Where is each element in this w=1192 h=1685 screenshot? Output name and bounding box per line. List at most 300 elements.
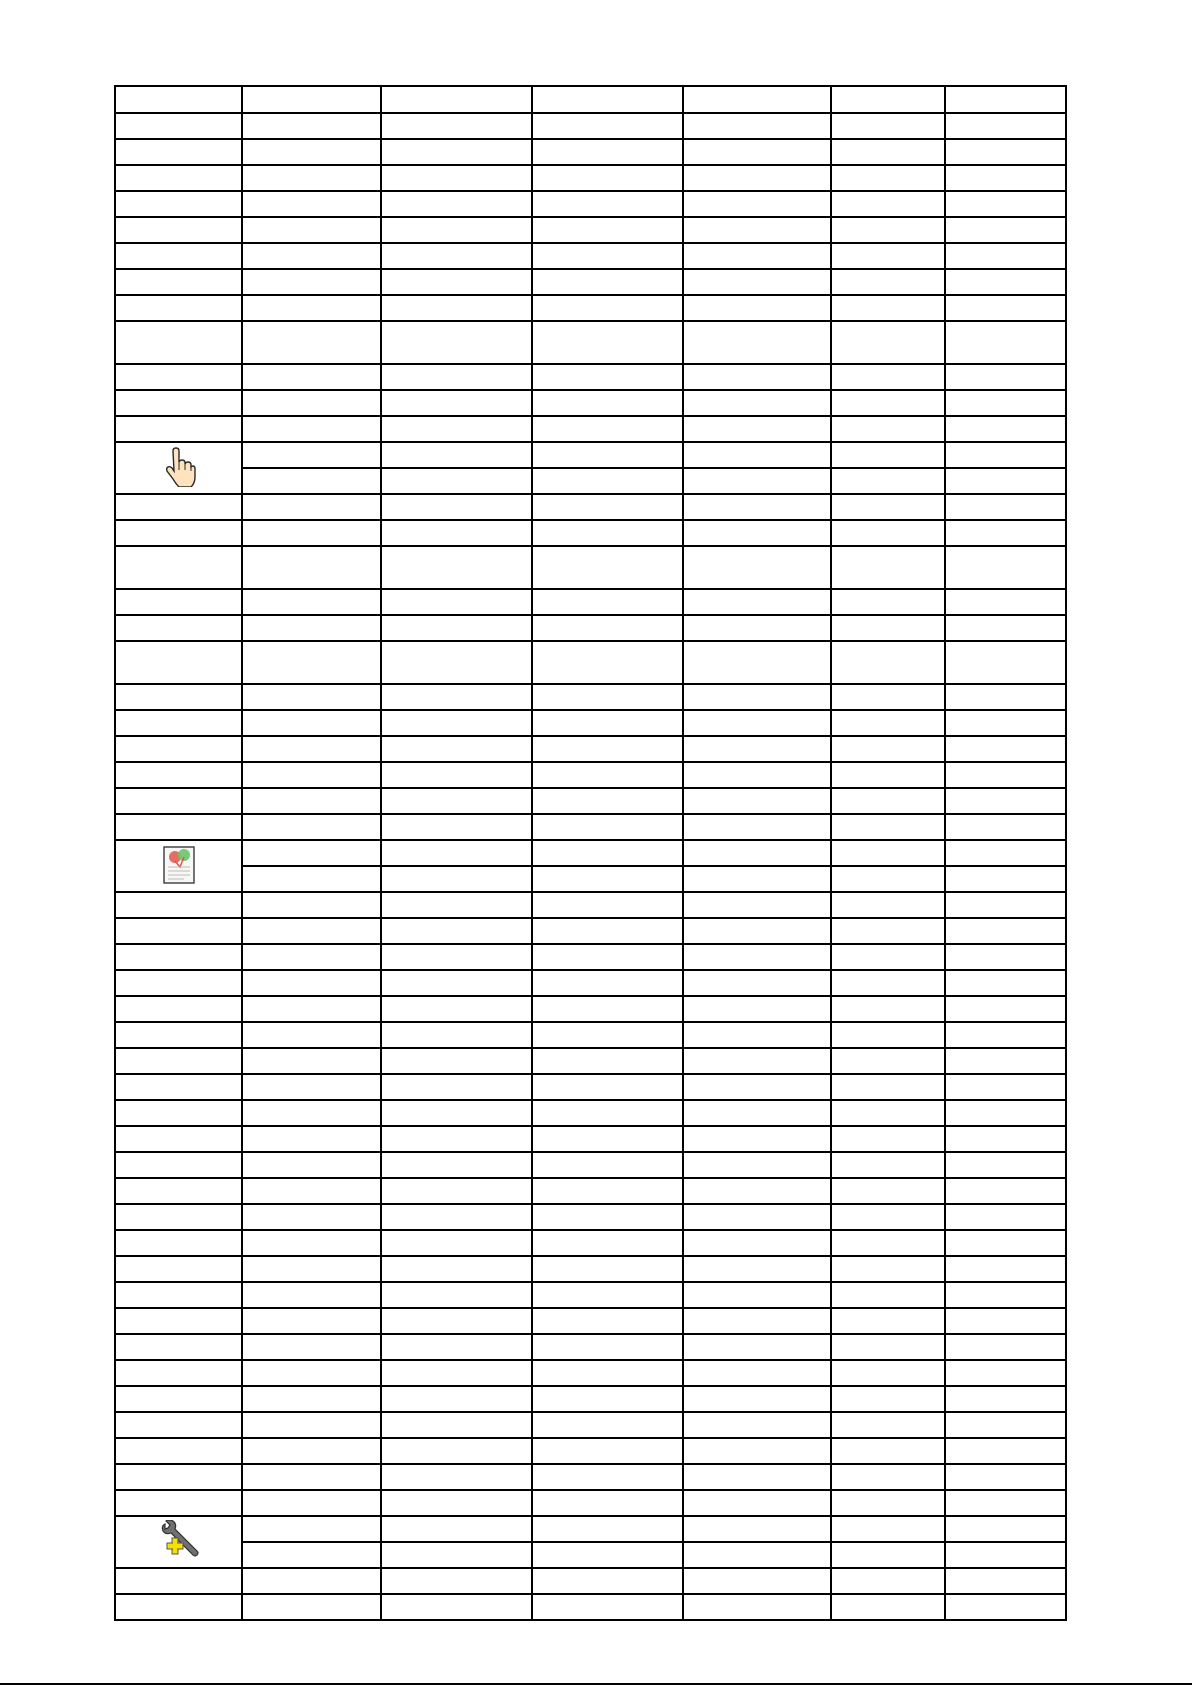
table-cell bbox=[242, 1282, 381, 1308]
table-row bbox=[115, 468, 1066, 494]
table-cell bbox=[532, 814, 683, 840]
table-cell bbox=[683, 217, 831, 243]
table-cell bbox=[945, 1256, 1066, 1282]
table-cell bbox=[683, 1412, 831, 1438]
table-row bbox=[115, 416, 1066, 442]
table-cell bbox=[115, 996, 242, 1022]
table-cell bbox=[115, 390, 242, 416]
table-cell bbox=[242, 364, 381, 390]
table-cell bbox=[115, 191, 242, 217]
table-cell bbox=[532, 1568, 683, 1594]
table-cell bbox=[381, 416, 532, 442]
table-cell bbox=[683, 1178, 831, 1204]
table-cell bbox=[532, 243, 683, 269]
table-cell bbox=[945, 1308, 1066, 1334]
table-cell bbox=[115, 217, 242, 243]
table-cell bbox=[532, 86, 683, 113]
table-cell bbox=[945, 520, 1066, 546]
table-cell bbox=[831, 1048, 945, 1074]
table-cell bbox=[115, 1360, 242, 1386]
table-cell bbox=[683, 1022, 831, 1048]
table-cell bbox=[242, 1386, 381, 1412]
table-cell bbox=[831, 217, 945, 243]
table-cell bbox=[831, 1152, 945, 1178]
table-cell bbox=[242, 520, 381, 546]
table-cell bbox=[683, 1100, 831, 1126]
table-cell bbox=[831, 1464, 945, 1490]
table-cell bbox=[381, 494, 532, 520]
table-cell bbox=[115, 139, 242, 165]
table-cell bbox=[831, 1230, 945, 1256]
table-row bbox=[115, 1464, 1066, 1490]
table-cell bbox=[683, 269, 831, 295]
table-cell bbox=[831, 269, 945, 295]
table-cell bbox=[242, 269, 381, 295]
table-cell bbox=[532, 1490, 683, 1516]
table-cell bbox=[683, 468, 831, 494]
table-cell bbox=[115, 615, 242, 641]
table-row bbox=[115, 1048, 1066, 1074]
table-cell bbox=[242, 191, 381, 217]
table-cell bbox=[242, 970, 381, 996]
table-cell bbox=[831, 494, 945, 520]
table-cell bbox=[532, 1204, 683, 1230]
table-row bbox=[115, 684, 1066, 710]
table-row bbox=[115, 494, 1066, 520]
table-cell bbox=[683, 1386, 831, 1412]
table-row bbox=[115, 113, 1066, 139]
table-cell bbox=[115, 295, 242, 321]
table-cell bbox=[242, 113, 381, 139]
table-cell bbox=[945, 892, 1066, 918]
table-cell bbox=[242, 788, 381, 814]
table-cell bbox=[532, 840, 683, 866]
table-cell bbox=[115, 321, 242, 364]
table-cell bbox=[831, 1594, 945, 1620]
table-cell bbox=[831, 1360, 945, 1386]
table-cell bbox=[945, 321, 1066, 364]
table-row bbox=[115, 918, 1066, 944]
table-cell bbox=[381, 295, 532, 321]
table-cell bbox=[683, 840, 831, 866]
table-cell bbox=[683, 416, 831, 442]
table-cell bbox=[683, 546, 831, 589]
table-cell bbox=[115, 892, 242, 918]
table-cell bbox=[381, 165, 532, 191]
table-cell bbox=[831, 615, 945, 641]
table-cell bbox=[831, 814, 945, 840]
table-cell bbox=[683, 814, 831, 840]
table-cell bbox=[242, 1048, 381, 1074]
table-row bbox=[115, 892, 1066, 918]
table-cell bbox=[831, 468, 945, 494]
table-row bbox=[115, 546, 1066, 589]
table-cell bbox=[242, 442, 381, 468]
table-cell bbox=[115, 1594, 242, 1620]
table-cell bbox=[945, 442, 1066, 468]
table-row bbox=[115, 364, 1066, 390]
table-cell bbox=[532, 1100, 683, 1126]
table-cell bbox=[831, 1568, 945, 1594]
table-cell bbox=[381, 1438, 532, 1464]
table-cell bbox=[683, 1074, 831, 1100]
table-row bbox=[115, 1516, 1066, 1542]
table-cell bbox=[381, 710, 532, 736]
table-cell bbox=[115, 1464, 242, 1490]
table-row bbox=[115, 442, 1066, 468]
table-cell bbox=[532, 416, 683, 442]
table-cell bbox=[945, 944, 1066, 970]
table-cell bbox=[831, 736, 945, 762]
table-cell bbox=[242, 468, 381, 494]
table-cell bbox=[381, 1100, 532, 1126]
table-cell bbox=[242, 1256, 381, 1282]
table-cell bbox=[242, 1490, 381, 1516]
table-row bbox=[115, 1256, 1066, 1282]
table-row bbox=[115, 1438, 1066, 1464]
table-cell bbox=[242, 390, 381, 416]
table-cell bbox=[242, 1542, 381, 1568]
table-cell bbox=[683, 736, 831, 762]
table-cell bbox=[242, 589, 381, 615]
table-cell bbox=[532, 1022, 683, 1048]
table-cell bbox=[115, 1308, 242, 1334]
table-cell bbox=[381, 918, 532, 944]
table-cell bbox=[831, 1308, 945, 1334]
table-cell bbox=[831, 1542, 945, 1568]
table-cell bbox=[242, 1022, 381, 1048]
table-cell bbox=[242, 1568, 381, 1594]
wrench-plus-icon bbox=[157, 1520, 201, 1565]
table-cell bbox=[831, 918, 945, 944]
table-cell bbox=[242, 243, 381, 269]
table-row bbox=[115, 641, 1066, 684]
table-cell bbox=[945, 866, 1066, 892]
table-cell bbox=[242, 684, 381, 710]
table-cell bbox=[381, 139, 532, 165]
table-cell bbox=[683, 1594, 831, 1620]
table-cell bbox=[683, 1126, 831, 1152]
table-cell bbox=[381, 840, 532, 866]
table-cell bbox=[945, 1594, 1066, 1620]
table-cell bbox=[945, 1542, 1066, 1568]
table-cell bbox=[115, 1438, 242, 1464]
table-row bbox=[115, 243, 1066, 269]
table-cell bbox=[831, 970, 945, 996]
table-row bbox=[115, 1386, 1066, 1412]
table-cell bbox=[831, 1282, 945, 1308]
table-cell bbox=[831, 86, 945, 113]
table-cell bbox=[381, 970, 532, 996]
table-cell bbox=[532, 1126, 683, 1152]
table-cell bbox=[381, 1152, 532, 1178]
table-cell bbox=[532, 1334, 683, 1360]
table-cell bbox=[945, 165, 1066, 191]
table-cell bbox=[115, 86, 242, 113]
table-cell bbox=[381, 814, 532, 840]
table-cell bbox=[532, 1438, 683, 1464]
table-cell bbox=[945, 1386, 1066, 1412]
table-cell bbox=[831, 1178, 945, 1204]
table-cell bbox=[532, 788, 683, 814]
table-cell bbox=[532, 191, 683, 217]
table-cell bbox=[683, 1542, 831, 1568]
table-cell bbox=[683, 1282, 831, 1308]
table-cell bbox=[532, 641, 683, 684]
table-cell bbox=[532, 390, 683, 416]
table-cell bbox=[683, 892, 831, 918]
table-cell bbox=[683, 243, 831, 269]
table-row bbox=[115, 295, 1066, 321]
table-cell bbox=[831, 840, 945, 866]
table-cell bbox=[831, 520, 945, 546]
table-row bbox=[115, 615, 1066, 641]
table-cell bbox=[242, 1204, 381, 1230]
table-cell bbox=[115, 788, 242, 814]
table-row bbox=[115, 390, 1066, 416]
table-cell bbox=[115, 589, 242, 615]
table-cell bbox=[381, 1308, 532, 1334]
table-cell bbox=[115, 710, 242, 736]
table-cell bbox=[115, 1256, 242, 1282]
table-row bbox=[115, 520, 1066, 546]
table-cell bbox=[532, 321, 683, 364]
table-cell bbox=[945, 191, 1066, 217]
table-row bbox=[115, 736, 1066, 762]
table-cell bbox=[945, 295, 1066, 321]
table-cell bbox=[945, 1022, 1066, 1048]
table-cell bbox=[381, 736, 532, 762]
table-cell bbox=[242, 944, 381, 970]
table-cell bbox=[532, 1386, 683, 1412]
table-cell bbox=[381, 1282, 532, 1308]
table-cell bbox=[242, 1308, 381, 1334]
table-cell bbox=[683, 1334, 831, 1360]
table-cell bbox=[945, 970, 1066, 996]
table-cell bbox=[831, 191, 945, 217]
table-cell bbox=[532, 1308, 683, 1334]
table-cell bbox=[381, 892, 532, 918]
table-cell bbox=[115, 1100, 242, 1126]
table-cell bbox=[115, 1074, 242, 1100]
table-cell bbox=[115, 736, 242, 762]
table-cell bbox=[532, 139, 683, 165]
table-cell bbox=[683, 918, 831, 944]
table-cell bbox=[683, 1516, 831, 1542]
table-row bbox=[115, 944, 1066, 970]
table-cell bbox=[532, 1048, 683, 1074]
table-cell bbox=[532, 866, 683, 892]
table-cell bbox=[945, 1100, 1066, 1126]
table-cell bbox=[945, 1360, 1066, 1386]
table-cell bbox=[381, 321, 532, 364]
table-cell bbox=[831, 892, 945, 918]
table-cell bbox=[381, 364, 532, 390]
table-cell bbox=[831, 944, 945, 970]
table-cell bbox=[945, 1048, 1066, 1074]
table-cell bbox=[945, 1152, 1066, 1178]
table-cell bbox=[532, 494, 683, 520]
table-cell bbox=[115, 113, 242, 139]
table-cell bbox=[945, 86, 1066, 113]
table-row bbox=[115, 191, 1066, 217]
table-cell bbox=[381, 191, 532, 217]
table-cell bbox=[945, 1178, 1066, 1204]
table-cell bbox=[683, 866, 831, 892]
table-cell bbox=[242, 641, 381, 684]
table-cell bbox=[683, 139, 831, 165]
table-cell bbox=[381, 1594, 532, 1620]
table-cell bbox=[115, 1412, 242, 1438]
table-cell bbox=[831, 710, 945, 736]
table-cell bbox=[945, 762, 1066, 788]
table-cell bbox=[242, 494, 381, 520]
table-cell bbox=[115, 944, 242, 970]
table-cell bbox=[831, 442, 945, 468]
table-cell bbox=[683, 1438, 831, 1464]
table-cell bbox=[683, 1464, 831, 1490]
table-cell bbox=[945, 269, 1066, 295]
table-cell bbox=[242, 1360, 381, 1386]
table-row bbox=[115, 86, 1066, 113]
table-cell bbox=[242, 295, 381, 321]
table-cell bbox=[242, 1412, 381, 1438]
table-cell bbox=[381, 641, 532, 684]
table-row bbox=[115, 269, 1066, 295]
table-cell bbox=[532, 1594, 683, 1620]
table-row bbox=[115, 762, 1066, 788]
table-row bbox=[115, 866, 1066, 892]
table-cell bbox=[831, 243, 945, 269]
table-row bbox=[115, 1594, 1066, 1620]
table-cell bbox=[945, 1282, 1066, 1308]
table-cell bbox=[242, 1074, 381, 1100]
table-cell bbox=[242, 918, 381, 944]
table-cell bbox=[532, 918, 683, 944]
table-cell bbox=[381, 546, 532, 589]
table-cell bbox=[381, 1412, 532, 1438]
table-cell bbox=[381, 113, 532, 139]
table-cell bbox=[115, 1490, 242, 1516]
table-cell bbox=[242, 1152, 381, 1178]
table-cell bbox=[115, 1048, 242, 1074]
table-cell bbox=[831, 762, 945, 788]
table-cell bbox=[115, 1568, 242, 1594]
table-cell bbox=[831, 1256, 945, 1282]
table-cell bbox=[242, 321, 381, 364]
table-cell bbox=[532, 1464, 683, 1490]
table-cell bbox=[683, 295, 831, 321]
table-cell bbox=[945, 788, 1066, 814]
table-cell bbox=[532, 269, 683, 295]
table-cell bbox=[831, 684, 945, 710]
icon-cell bbox=[115, 1516, 242, 1568]
table-row bbox=[115, 1178, 1066, 1204]
table-cell bbox=[242, 762, 381, 788]
table-cell bbox=[242, 996, 381, 1022]
table-cell bbox=[381, 1048, 532, 1074]
table-cell bbox=[945, 918, 1066, 944]
table-cell bbox=[242, 86, 381, 113]
table-row bbox=[115, 788, 1066, 814]
table-cell bbox=[381, 1568, 532, 1594]
table-row bbox=[115, 710, 1066, 736]
table-cell bbox=[945, 139, 1066, 165]
table-cell bbox=[115, 165, 242, 191]
table-cell bbox=[945, 1126, 1066, 1152]
table-cell bbox=[683, 589, 831, 615]
table-cell bbox=[115, 494, 242, 520]
table-cell bbox=[242, 1178, 381, 1204]
table-cell bbox=[381, 684, 532, 710]
table-cell bbox=[532, 996, 683, 1022]
table-row bbox=[115, 1282, 1066, 1308]
table-cell bbox=[683, 996, 831, 1022]
table-row bbox=[115, 1542, 1066, 1568]
table-cell bbox=[115, 364, 242, 390]
table-row bbox=[115, 1230, 1066, 1256]
table-cell bbox=[115, 1126, 242, 1152]
table-cell bbox=[831, 1100, 945, 1126]
table-cell bbox=[532, 1542, 683, 1568]
table-cell bbox=[831, 321, 945, 364]
table-row bbox=[115, 1360, 1066, 1386]
table-cell bbox=[532, 589, 683, 615]
table-cell bbox=[532, 295, 683, 321]
table-cell bbox=[381, 788, 532, 814]
table-cell bbox=[683, 1308, 831, 1334]
grid-table bbox=[114, 85, 1067, 1621]
table-cell bbox=[831, 1386, 945, 1412]
table-cell bbox=[381, 390, 532, 416]
table-cell bbox=[683, 494, 831, 520]
table-row bbox=[115, 165, 1066, 191]
table-cell bbox=[115, 1230, 242, 1256]
table-cell bbox=[945, 1516, 1066, 1542]
table-cell bbox=[532, 1412, 683, 1438]
table-cell bbox=[945, 641, 1066, 684]
table-cell bbox=[381, 86, 532, 113]
table-cell bbox=[683, 788, 831, 814]
table-row bbox=[115, 589, 1066, 615]
table-cell bbox=[381, 615, 532, 641]
table-cell bbox=[831, 589, 945, 615]
grid-body bbox=[115, 86, 1066, 1620]
table-cell bbox=[945, 243, 1066, 269]
table-cell bbox=[532, 710, 683, 736]
table-cell bbox=[381, 217, 532, 243]
table-cell bbox=[242, 1334, 381, 1360]
table-cell bbox=[381, 520, 532, 546]
table-cell bbox=[683, 1048, 831, 1074]
table-cell bbox=[242, 866, 381, 892]
table-cell bbox=[242, 1516, 381, 1542]
table-cell bbox=[683, 1230, 831, 1256]
table-row bbox=[115, 814, 1066, 840]
table-cell bbox=[945, 1412, 1066, 1438]
table-cell bbox=[532, 736, 683, 762]
table-cell bbox=[831, 1074, 945, 1100]
table-row bbox=[115, 1100, 1066, 1126]
table-cell bbox=[242, 814, 381, 840]
hand-pointer-icon bbox=[162, 447, 196, 490]
icon-cell bbox=[115, 840, 242, 892]
table-cell bbox=[115, 762, 242, 788]
table-cell bbox=[532, 762, 683, 788]
table-cell bbox=[381, 442, 532, 468]
table-cell bbox=[945, 494, 1066, 520]
table-cell bbox=[683, 520, 831, 546]
